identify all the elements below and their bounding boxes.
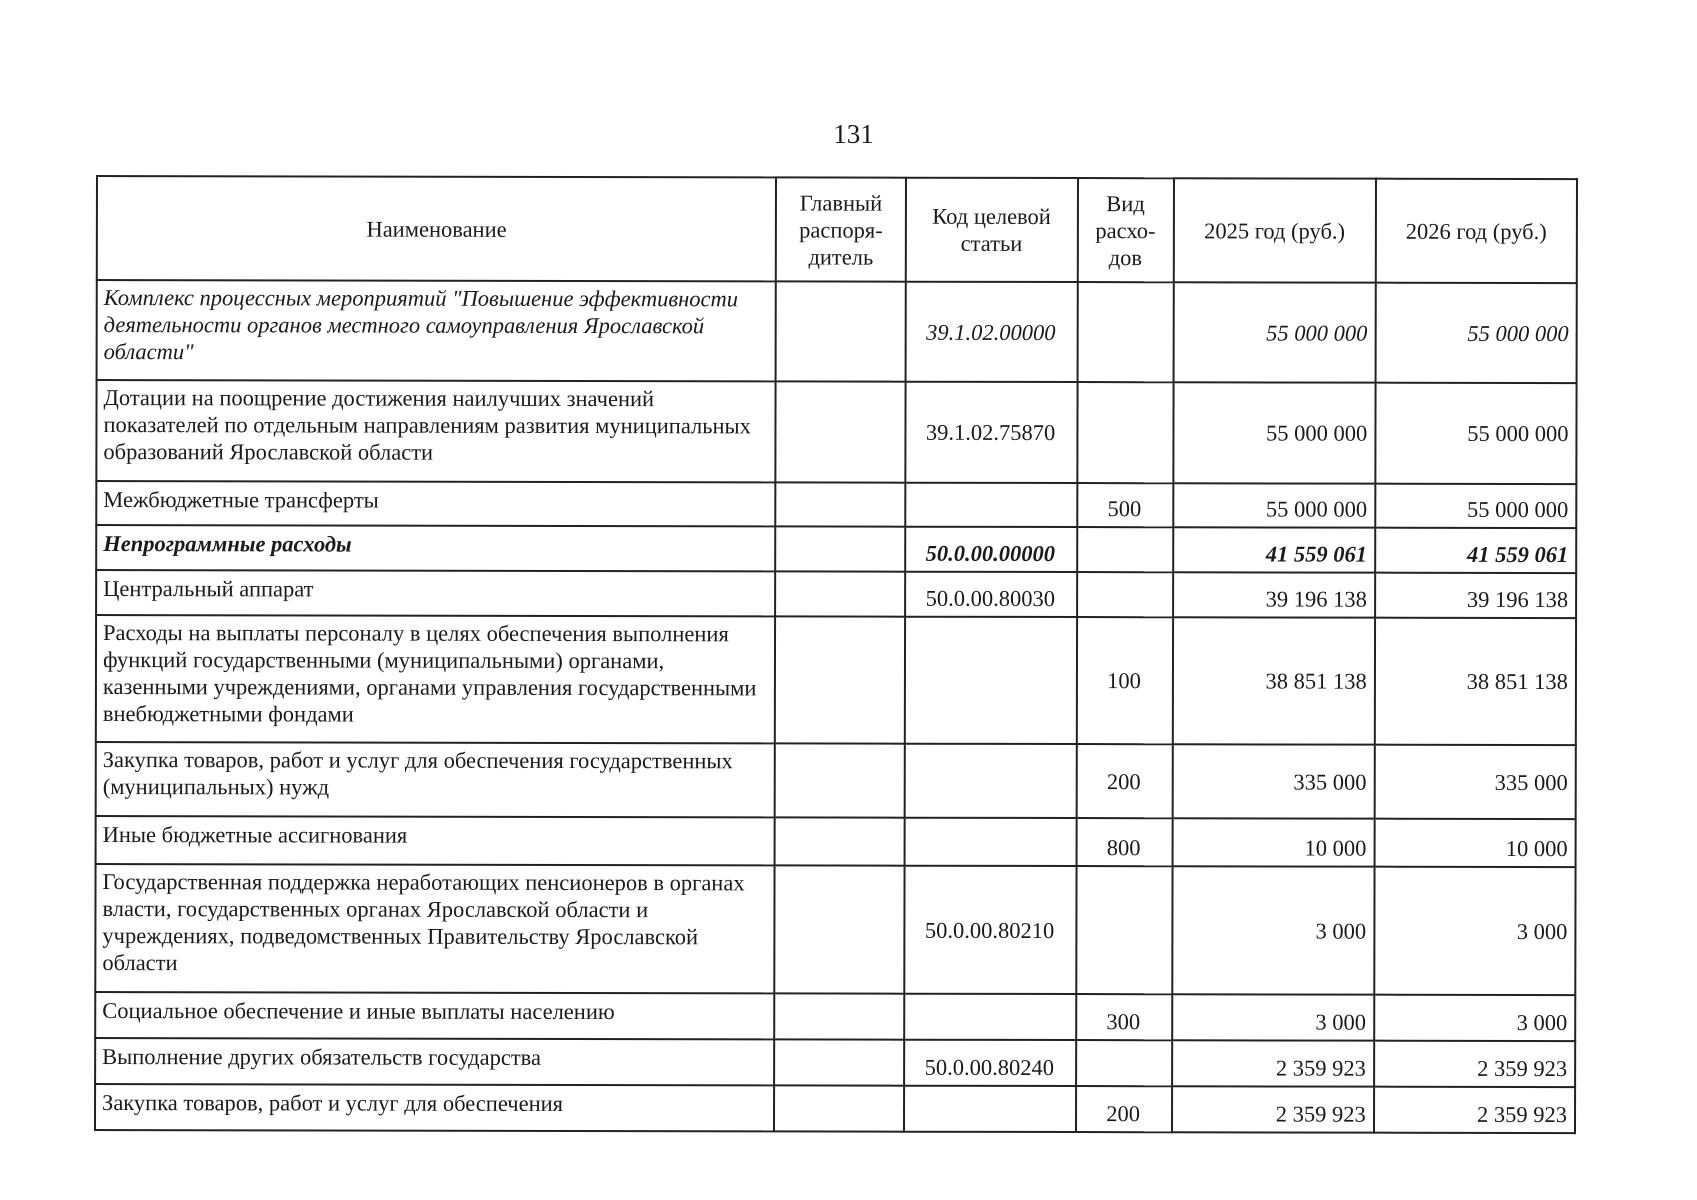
- row-manager: [776, 381, 906, 482]
- row-code: 39.1.02.75870: [905, 382, 1077, 483]
- row-y2026: 55 000 000: [1375, 383, 1576, 484]
- row-y2026: 55 000 000: [1375, 283, 1576, 383]
- row-name: Межбюджетные трансферты: [96, 481, 775, 526]
- row-name: Непрограммные расходы: [96, 525, 775, 571]
- table-header-row: [97, 176, 1577, 283]
- row-y2026: 3 000: [1374, 867, 1575, 995]
- row-y2025: 3 000: [1172, 994, 1374, 1040]
- row-y2026: 55 000 000: [1375, 484, 1576, 528]
- row-name: Дотации на поощрение достижения наилучших значений показателей по отдельным направлениям развития муниципальных образований Ярославской области: [96, 380, 776, 482]
- table-row: [95, 1084, 1575, 1133]
- row-y2025: 2 359 923: [1172, 1086, 1374, 1132]
- row-manager: [774, 1085, 903, 1131]
- row-type: [1077, 527, 1173, 572]
- row-code: 50.0.00.80030: [905, 572, 1077, 617]
- header-manager: Главный распоря-дитель: [776, 177, 906, 281]
- row-type: [1077, 282, 1173, 382]
- row-y2026: 335 000: [1374, 745, 1575, 819]
- row-manager: [776, 281, 906, 381]
- table-row: [95, 1038, 1575, 1087]
- row-y2025: 39 196 138: [1173, 572, 1375, 617]
- row-y2025: 55 000 000: [1173, 483, 1375, 527]
- row-type: 200: [1076, 744, 1172, 818]
- row-y2026: 39 196 138: [1375, 573, 1576, 618]
- row-name: Расходы на выплаты персоналу в целях обеспечения выполнения функций государственными (муниципальными) органами, казенными учреждениями, органами управления государственными внебюджетными фондами: [96, 615, 776, 743]
- row-code: [905, 617, 1077, 744]
- row-code: [904, 994, 1076, 1040]
- row-name: Центральный аппарат: [96, 570, 775, 616]
- table-row: [96, 816, 1576, 867]
- table-row: [95, 992, 1575, 1041]
- row-y2026: 41 559 061: [1375, 528, 1576, 573]
- row-y2026: 2 359 923: [1374, 1041, 1575, 1087]
- header-y2025: 2025 год (руб.): [1173, 178, 1375, 282]
- row-type: [1077, 572, 1173, 617]
- row-type: [1076, 1040, 1172, 1086]
- row-manager: [775, 993, 904, 1039]
- table-row: [95, 864, 1575, 995]
- row-name: Социальное обеспечение и иные выплаты населению: [95, 992, 774, 1039]
- row-name: Выполнение других обязательств государства: [95, 1038, 774, 1085]
- row-type: [1076, 866, 1172, 994]
- row-y2025: 335 000: [1172, 744, 1374, 818]
- row-type: 800: [1076, 818, 1172, 866]
- row-code: [904, 744, 1076, 818]
- row-type: [1077, 382, 1173, 483]
- row-code: 50.0.00.80210: [904, 866, 1076, 994]
- row-name: Закупка товаров, работ и услуг для обеспечения: [95, 1084, 774, 1131]
- row-type: 300: [1076, 994, 1172, 1040]
- header-type: Вид расхо-дов: [1077, 178, 1173, 282]
- row-y2026: 38 851 138: [1375, 618, 1576, 745]
- row-name: Комплекс процессных мероприятий "Повышение эффективности деятельности органов местного самоуправления Ярославской области": [97, 280, 777, 381]
- row-code: [904, 818, 1076, 866]
- row-y2025: 10 000: [1172, 818, 1374, 866]
- row-name: Закупка товаров, работ и услуг для обеспечения государственных (муниципальных) нужд: [96, 742, 775, 817]
- row-manager: [776, 482, 905, 526]
- row-code: [905, 483, 1077, 527]
- row-y2025: 2 359 923: [1172, 1040, 1374, 1086]
- row-y2026: 10 000: [1374, 819, 1575, 867]
- row-y2025: 38 851 138: [1172, 617, 1374, 744]
- row-code: 50.0.00.00000: [905, 527, 1077, 572]
- row-y2025: 3 000: [1172, 866, 1374, 994]
- table-row: [96, 481, 1576, 528]
- table-row: [96, 615, 1576, 745]
- row-manager: [775, 571, 904, 616]
- row-manager: [775, 865, 905, 993]
- header-code: Код целевой статьи: [906, 178, 1078, 282]
- row-y2025: 55 000 000: [1173, 282, 1375, 382]
- row-type: 200: [1076, 1086, 1172, 1132]
- row-code: 39.1.02.00000: [905, 282, 1077, 382]
- header-y2026: 2026 год (руб.): [1376, 179, 1577, 283]
- row-code: 50.0.00.80240: [904, 1040, 1076, 1086]
- header-name: Наименование: [97, 176, 777, 281]
- table-row: [96, 570, 1576, 618]
- row-name: Государственная поддержка неработающих пенсионеров в органах власти, государственных органах Ярославской области и учреждениях, подведомственных Правительству Ярославской области: [95, 864, 775, 993]
- budget-table: [94, 175, 1578, 1134]
- table-row: [97, 280, 1577, 383]
- page-number: 131: [833, 119, 874, 149]
- row-y2025: 41 559 061: [1173, 527, 1375, 572]
- table-row: [96, 525, 1576, 573]
- row-manager: [775, 743, 905, 817]
- row-manager: [775, 616, 905, 743]
- row-y2025: 55 000 000: [1173, 382, 1375, 483]
- table-row: [96, 742, 1576, 819]
- row-name: Иные бюджетные ассигнования: [96, 816, 775, 865]
- row-code: [904, 1086, 1076, 1132]
- row-y2026: 3 000: [1374, 995, 1575, 1041]
- table-row: [96, 380, 1576, 484]
- row-y2026: 2 359 923: [1374, 1087, 1575, 1133]
- row-type: 100: [1076, 617, 1172, 744]
- row-manager: [774, 1039, 903, 1085]
- row-type: 500: [1077, 483, 1173, 527]
- row-manager: [775, 817, 904, 865]
- row-manager: [776, 526, 905, 571]
